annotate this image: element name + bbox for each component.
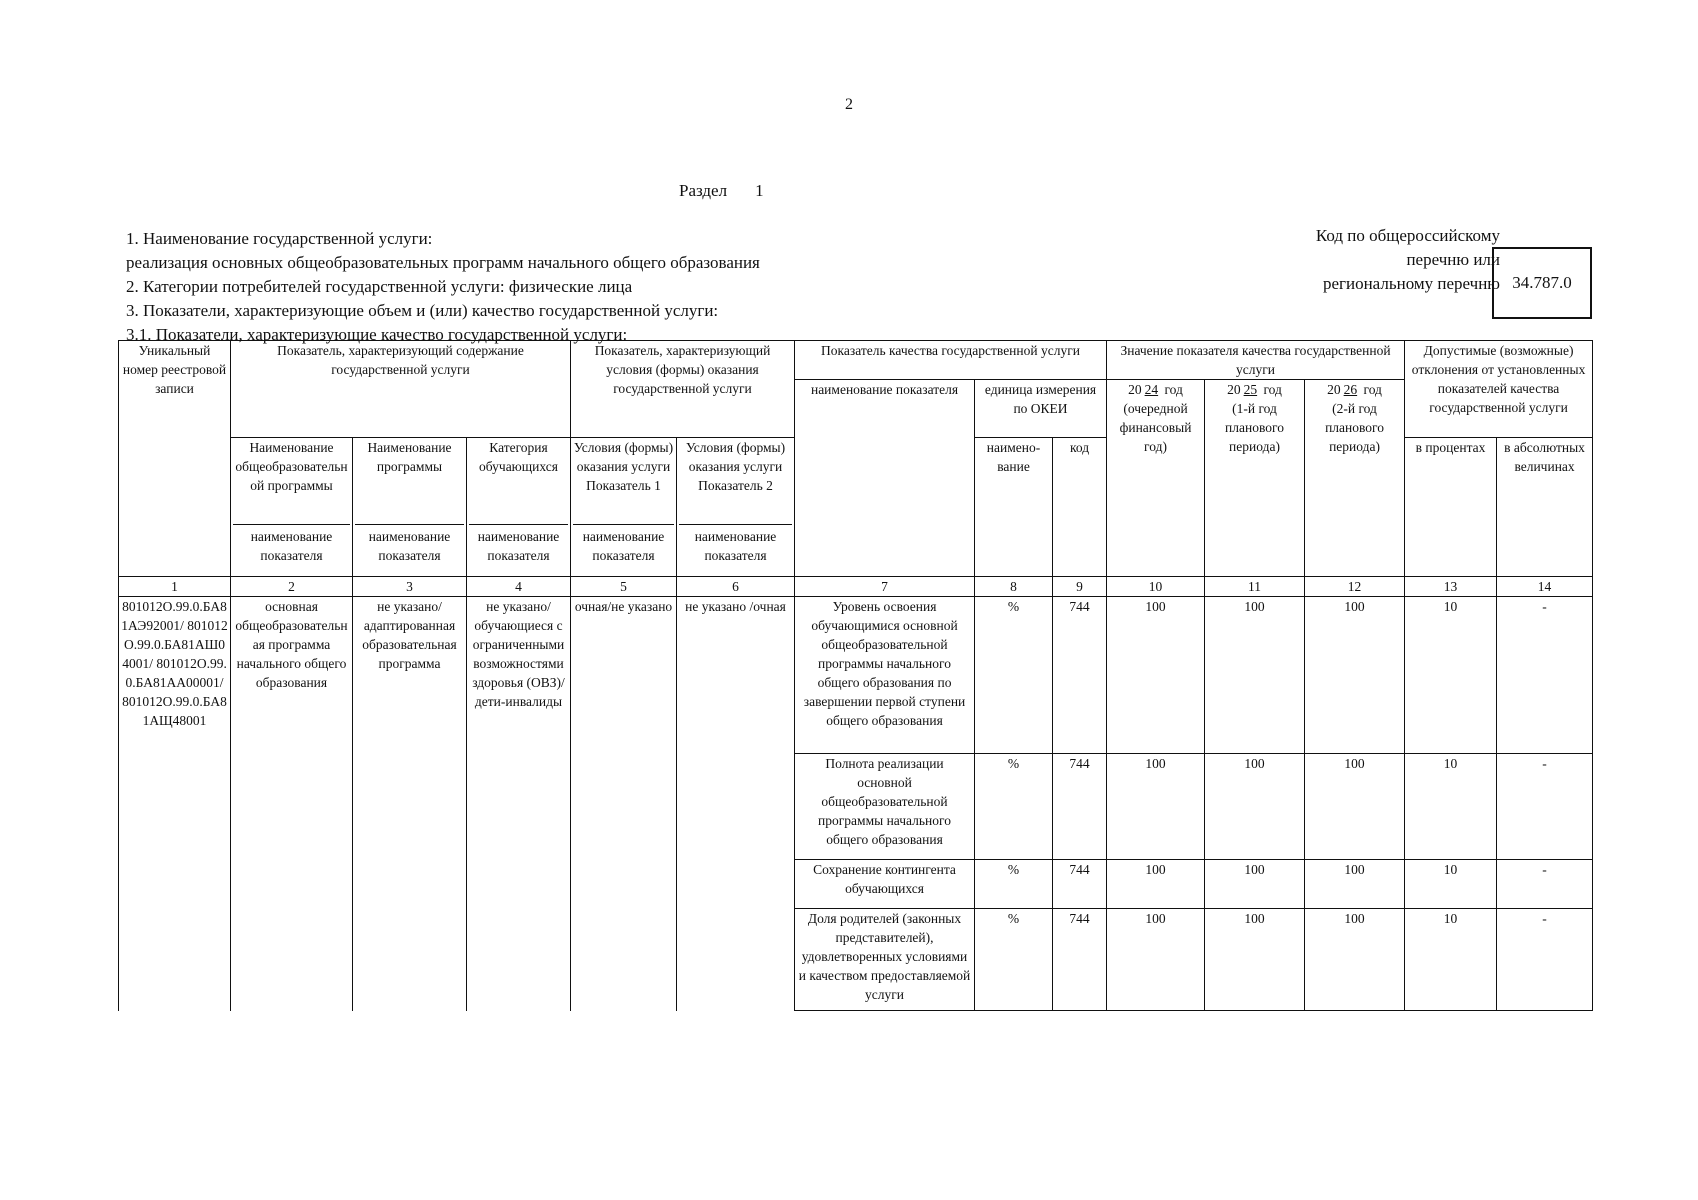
header-content-group: Показатель, характеризующий содержание государственной услуги: [231, 341, 571, 438]
column-number: 4: [467, 577, 571, 597]
code-label-line-2: перечню или: [1406, 250, 1500, 269]
record-program-name: основная общеобразовательная программа начального общего образования: [231, 597, 353, 1011]
indicator-unit: %: [975, 909, 1053, 1011]
header-condition-2: Условия (формы) оказания услуги Показатель 2 наименование показателя: [677, 438, 795, 577]
service-name-value: реализация основных общеобразовательных программ начального общего образования: [126, 253, 760, 272]
column-numbers-row: [119, 577, 1593, 597]
header-deviation-percent: в процентах: [1405, 438, 1497, 577]
header-year-2: 20 25 год (1-й год планового периода): [1205, 380, 1305, 577]
indicator-value-year-2: 100: [1205, 754, 1305, 860]
record-condition-1: очная/не указано: [571, 597, 677, 1011]
header-value-group: Значение показателя качества государственной услуги: [1107, 341, 1405, 380]
section-label: Раздел: [679, 181, 728, 200]
header-indicator-name: наименование показателя: [795, 380, 975, 577]
header-unique-number: Уникальный номер реестровой записи: [119, 341, 231, 577]
indicator-deviation-absolute: -: [1497, 597, 1593, 754]
indicator-code: 744: [1053, 860, 1107, 909]
indicator-value-year-1: 100: [1107, 754, 1205, 860]
column-number: 2: [231, 577, 353, 597]
indicator-name: Сохранение контингента обучающихся: [795, 860, 975, 909]
header-unit-name: наимено-вание: [975, 438, 1053, 577]
header-quality-group: Показатель качества государственной услуги: [795, 341, 1107, 380]
indicator-name: Полнота реализации основной общеобразовательной программы начального общего образования: [795, 754, 975, 860]
header-program: Наименование программы наименование показателя: [353, 438, 467, 577]
service-name-heading: 1. Наименование государственной услуги:: [126, 229, 433, 248]
indicator-value-year-1: 100: [1107, 909, 1205, 1011]
code-label-line-3: региональному перечню: [1322, 274, 1500, 293]
indicator-deviation-percent: 10: [1405, 860, 1497, 909]
indicator-value-year-1: 100: [1107, 597, 1205, 754]
registry-code-label: [1315, 226, 1500, 296]
column-number: 1: [119, 577, 231, 597]
service-info: [126, 227, 760, 347]
indicator-value-year-3: 100: [1305, 597, 1405, 754]
record-program: не указано/ адаптированная образовательная программа: [353, 597, 467, 1011]
quality-indicators-table: [118, 340, 1593, 1011]
column-number: 3: [353, 577, 467, 597]
column-number: 6: [677, 577, 795, 597]
header-unit-code: код: [1053, 438, 1107, 577]
registry-code-box: 34.787.0: [1492, 247, 1592, 319]
indicator-value-year-2: 100: [1205, 597, 1305, 754]
header-conditions-group: Показатель, характеризующий условия (формы) оказания государственной услуги: [571, 341, 795, 438]
indicator-value-year-1: 100: [1107, 860, 1205, 909]
table-row: [119, 597, 1593, 754]
indicator-value-year-2: 100: [1205, 860, 1305, 909]
indicator-code: 744: [1053, 754, 1107, 860]
indicator-deviation-absolute: -: [1497, 860, 1593, 909]
indicator-value-year-3: 100: [1305, 754, 1405, 860]
section-title: [679, 181, 764, 201]
indicator-deviation-percent: 10: [1405, 754, 1497, 860]
indicator-name: Уровень освоения обучающимися основной общеобразовательной программы начального общего образования по завершении первой ступени общего образования: [795, 597, 975, 754]
indicator-name: Доля родителей (законных представителей), удовлетворенных условиями и качеством предоставляемой услуги: [795, 909, 975, 1011]
indicator-code: 744: [1053, 597, 1107, 754]
header-condition-1: Условия (формы) оказания услуги Показатель 1 наименование показателя: [571, 438, 677, 577]
header-program-name: Наименование общеобразовательной программы наименование показателя: [231, 438, 353, 577]
column-number: 9: [1053, 577, 1107, 597]
indicator-value-year-3: 100: [1305, 909, 1405, 1011]
code-label-line-1: Код по общероссийскому: [1315, 226, 1500, 245]
record-unique-number: 801012О.99.0.БА81АЭ92001/ 801012О.99.0.БА81АШ04001/ 801012О.99.0.БА81АА00001/ 801012О.99.0.БА81АЩ48001: [119, 597, 231, 1011]
column-number: 10: [1107, 577, 1205, 597]
record-condition-2: не указано /очная: [677, 597, 795, 1011]
header-deviation-absolute: в абсолютных величинах: [1497, 438, 1593, 577]
record-student-category: не указано/ обучающиеся с ограниченными возможностями здоровья (ОВЗ)/дети-инвалиды: [467, 597, 571, 1011]
indicator-unit: %: [975, 597, 1053, 754]
page-number: 2: [845, 96, 853, 113]
column-number: 13: [1405, 577, 1497, 597]
indicator-value-year-2: 100: [1205, 909, 1305, 1011]
indicator-deviation-absolute: -: [1497, 909, 1593, 1011]
header-year-1: 20 24 год (очередной финансовый год): [1107, 380, 1205, 577]
quality-indicators-heading: 3.1. Показатели, характеризующие качество государственной услуги:: [126, 325, 628, 344]
header-student-category: Категория обучающихся наименование показателя: [467, 438, 571, 577]
indicator-deviation-absolute: -: [1497, 754, 1593, 860]
column-number: 12: [1305, 577, 1405, 597]
indicator-unit: %: [975, 754, 1053, 860]
indicators-heading: 3. Показатели, характеризующие объем и (или) качество государственной услуги:: [126, 301, 719, 320]
indicator-unit: %: [975, 860, 1053, 909]
indicator-value-year-3: 100: [1305, 860, 1405, 909]
header-unit: единица измерения по ОКЕИ: [975, 380, 1107, 438]
section-number: 1: [755, 181, 764, 200]
header-deviation-group: Допустимые (возможные) отклонения от установленных показателей качества государственной услуги: [1405, 341, 1593, 438]
indicator-code: 744: [1053, 909, 1107, 1011]
consumer-categories: 2. Категории потребителей государственной услуги: физические лица: [126, 277, 633, 296]
indicator-deviation-percent: 10: [1405, 909, 1497, 1011]
column-number: 14: [1497, 577, 1593, 597]
column-number: 5: [571, 577, 677, 597]
column-number: 8: [975, 577, 1053, 597]
column-number: 11: [1205, 577, 1305, 597]
header-year-3: 20 26 год (2-й год планового периода): [1305, 380, 1405, 577]
column-number: 7: [795, 577, 975, 597]
indicator-deviation-percent: 10: [1405, 597, 1497, 754]
